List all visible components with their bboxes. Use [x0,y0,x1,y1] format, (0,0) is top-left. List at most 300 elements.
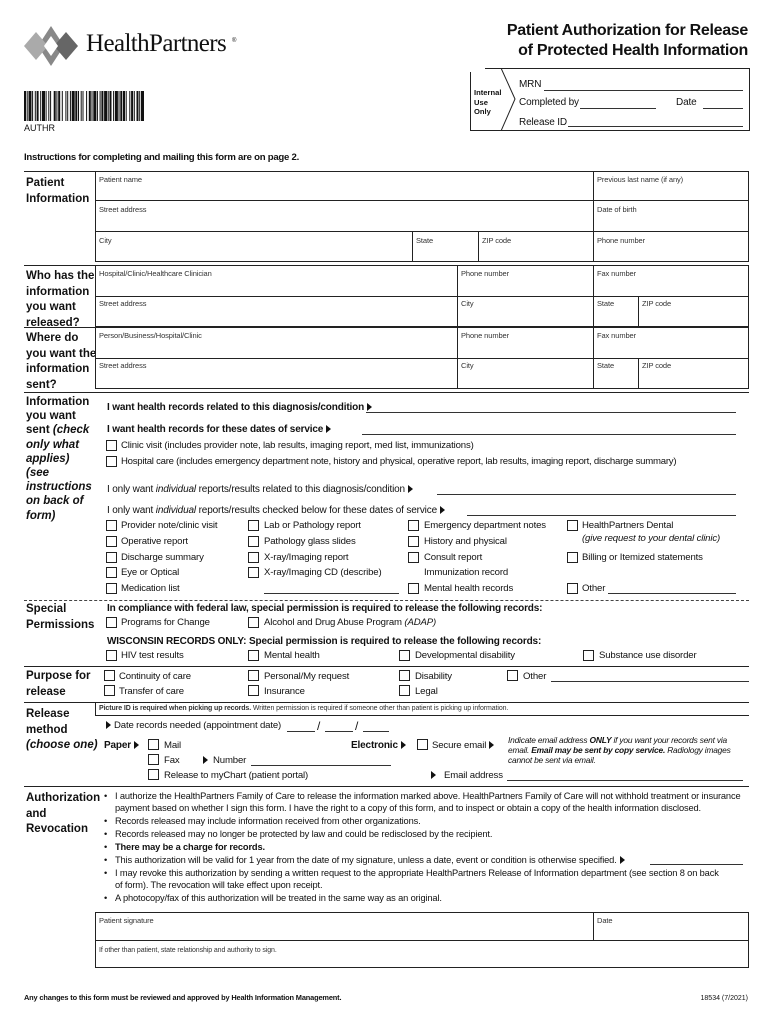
method-heading-l3: (choose one) [26,739,98,751]
eye-optical-label: Eye or Optical [121,567,180,578]
continuity-label: Continuity of care [119,671,191,682]
personal-request-checkbox[interactable] [248,670,259,681]
barcode-bar [75,91,77,121]
completed-by-field[interactable] [580,108,656,109]
footer-note: Any changes to this form must be reviewed and approved by Health Information Management. [24,993,342,1002]
barcode-bar [58,91,60,121]
info-heading-l1: Information [26,396,90,408]
provider-note-checkbox[interactable] [106,520,117,531]
barcode-bar [123,91,125,121]
barcode-bar [24,91,26,121]
federal-notice: In compliance with federal law, special permission is required to release the following records: [107,603,543,614]
instructions-note: Instructions for completing and mailing this form are on page 2. [24,152,300,163]
barcode-bar [126,91,127,121]
who-has-heading-l3: you want [26,301,76,313]
history-physical-label: History and physical [424,536,507,547]
info-heading-l6: (see [26,467,50,480]
info-heading-l9: form) [26,509,56,522]
where-col-c [638,358,639,389]
adap-label [264,617,436,628]
barcode-bar [70,91,71,121]
patient-col-line-a [593,171,594,262]
arrow-right-icon [489,741,494,749]
patient-grid [95,171,749,262]
consult-report-checkbox[interactable] [408,552,419,563]
expiration-field[interactable] [650,864,743,865]
purpose-heading-l1: Purpose for [26,670,91,682]
barcode-bar [29,91,32,121]
auth-text-7: A photocopy/fax of this authorization will be treated in the same way as an original. [115,893,442,903]
individual-dates-field[interactable] [467,515,736,516]
info-heading-check: (check [52,424,90,437]
mrn-field[interactable] [544,90,743,91]
barcode-bar [139,91,140,121]
internal-date-field[interactable] [703,108,743,109]
barcode-bar [104,91,107,121]
xray-cd-describe-field[interactable] [264,593,399,594]
barcode-bar [93,91,96,121]
auth-text-2: Records released may include information received from other organizations. [115,816,421,826]
previous-last-name-field[interactable]: Previous last name (if any) [597,175,684,184]
picture-id-note [99,705,508,712]
purpose-section-top [24,666,749,667]
mychart-label: Release to myChart (patient portal) [164,770,309,781]
where-heading-l1: Where do [26,332,79,344]
insurance-label: Insurance [264,686,305,697]
auth-heading-l2: and [26,807,47,820]
mental-health-records-checkbox[interactable] [408,583,419,594]
date-needed-month[interactable] [287,731,315,732]
individual-dates-label [107,505,445,516]
hospital-care-label: Hospital care (includes emergency department note, history and physical, operative report, lab results, imaging report, discharge summary) [121,456,677,467]
other-records-field[interactable] [608,593,736,594]
patient-city-field[interactable]: City [99,236,112,245]
pathology-slides-label: Pathology glass slides [264,536,356,547]
fax-number-text: Number [213,755,247,766]
diagnosis-field[interactable] [366,412,736,413]
method-heading-l2: method [26,723,68,736]
arrow-right-icon [106,721,111,729]
arrow-right-icon [326,425,331,433]
source-state-field[interactable]: State [597,299,615,308]
recipient-street-field[interactable]: Street address [99,361,147,370]
insurance-checkbox[interactable] [248,685,259,696]
individual-word: individual [155,484,196,495]
email-note-bold: Email may be sent by copy service. [531,745,666,755]
patient-street-field[interactable]: Street address [99,205,147,214]
info-section-top [24,392,749,393]
arrow-right-icon [620,856,625,864]
auth-bullet-5: • [104,855,108,865]
internal-label-l2: Use [474,97,488,107]
patient-heading [26,176,89,207]
patient-state-field[interactable]: State [416,236,434,245]
auth-bullet-7: • [104,893,108,903]
arrow-right-icon [431,771,436,779]
arrow-right-icon [440,506,445,514]
internal-use-divider [501,68,521,131]
email-note-end: Radiology images cannot be sent via email. [508,745,731,765]
individual-diagnosis-field[interactable] [437,494,736,495]
info-heading-l4: only what [26,438,80,451]
hiv-checkbox[interactable] [106,650,117,661]
date-needed-year[interactable] [363,731,389,732]
billing-checkbox[interactable] [567,552,578,563]
electronic-label [351,740,406,751]
auth-bullet-2: • [104,816,108,826]
special-heading-l2: Permissions [26,618,95,631]
barcode-bar [56,91,57,121]
barcode-bar [113,91,114,121]
medication-list-checkbox[interactable] [106,583,117,594]
mental-health-records-label: Mental health records [424,583,514,594]
diagnosis-label-text: I want health records related to this diagnosis/condition [107,402,365,413]
patient-signature-field[interactable]: Patient signature [99,916,154,925]
where-col-b [593,327,594,389]
disability-checkbox[interactable] [399,670,410,681]
barcode-bar [120,91,122,121]
email-note [508,735,748,765]
provider-note-label: Provider note/clinic visit [121,520,218,531]
date-slash-1: / [317,719,321,733]
auth-bullet-6: • [104,868,108,878]
who-has-heading-l1: Who has the [26,270,95,282]
barcode-bar [115,91,118,121]
clinic-visit-label: Clinic visit (includes provider note, lab results, imaging report, med list, immunizations) [121,440,474,451]
auth-text-1a: I authorize the HealthPartners Family of Care to release the information marked above. HealthPartners Family of Care will not withhold treatment or insurance [115,791,741,801]
continuity-checkbox[interactable] [104,670,115,681]
email-note-pre: Indicate email address [508,735,590,745]
arrow-right-icon [408,485,413,493]
barcode-bar [35,91,36,121]
barcode-bar [81,91,82,121]
recipient-zip-field[interactable]: ZIP code [642,361,672,370]
recipient-phone-field[interactable]: Phone number [461,331,510,340]
barcode-bar [108,91,109,121]
email-note-only: ONLY [589,735,612,745]
recipient-state-field[interactable]: State [597,361,615,370]
barcode-bar [134,91,135,121]
programs-for-change-label: Programs for Change [121,617,210,628]
mail-checkbox[interactable] [148,739,159,750]
other-records-label: Other [582,583,606,594]
xray-cd-checkbox[interactable] [248,567,259,578]
barcode-bar [54,91,56,121]
form-number: 18534 (7/2021) [700,995,748,1002]
adap-label-italic: (ADAP) [404,617,437,628]
barcode-bar [131,91,133,121]
individual-word: individual [155,505,196,516]
special-heading [26,602,94,633]
lab-pathology-label: Lab or Pathology report [264,520,361,531]
purpose-other-checkbox[interactable] [507,670,518,681]
arrow-right-icon [203,756,208,764]
eye-optical-checkbox[interactable] [106,567,117,578]
transfer-checkbox[interactable] [104,685,115,696]
developmental-label: Developmental disability [415,650,515,661]
fax-number-field[interactable] [251,765,391,766]
info-heading-sent: sent [26,424,50,437]
dental-checkbox[interactable] [567,520,578,531]
release-id-label: Release ID [519,117,567,128]
auth-bullet-4: • [104,842,108,852]
patient-col-line-c [478,231,479,262]
patient-heading-l2: Information [26,192,90,205]
auth-text-6a: I may revoke this authorization by sending a written request to the appropriate HealthPartners Release of Information department (see section 8 on back [115,868,719,878]
info-heading-l2: you want [26,410,76,423]
pathology-slides-checkbox[interactable] [248,536,259,547]
source-clinician-field[interactable]: Hospital/Clinic/Healthcare Clinician [99,269,212,278]
internal-use-label [474,88,501,117]
barcode-bar [100,91,101,121]
barcode-bar [110,91,112,121]
individual-dates-post: reports/results checked below for these dates of service [195,505,438,516]
source-street-field[interactable]: Street address [99,299,147,308]
auth-text-5-span: This authorization will be valid for 1 year from the date of my signature, unless a date, event or condition is otherwise specified. [115,855,617,865]
where-col-a [457,327,458,389]
mychart-checkbox[interactable] [148,769,159,780]
logo-registered-mark: ® [232,38,237,44]
internal-label-l1: Internal [474,88,502,97]
recipient-fax-field[interactable]: Fax number [597,331,637,340]
secure-email-checkbox[interactable] [417,739,428,750]
mrn-label: MRN [519,79,542,90]
source-zip-field[interactable]: ZIP code [642,299,672,308]
who-has-heading [26,269,94,331]
substance-use-checkbox[interactable] [583,650,594,661]
patient-col-line-b [412,231,413,262]
individual-diagnosis-label [107,484,413,495]
individual-pre: I only want [107,484,156,495]
programs-for-change-checkbox[interactable] [106,617,117,628]
medication-list-label: Medication list [121,583,180,594]
purpose-other-label: Other [523,671,547,682]
who-has-col-c [638,296,639,327]
wi-mental-health-label: Mental health [264,650,320,661]
barcode-bar [101,91,103,121]
date-needed-day[interactable] [325,731,353,732]
patient-row-line-2 [95,231,749,232]
who-has-heading-l4: released? [26,316,80,329]
source-fax-field[interactable]: Fax number [597,269,637,278]
wi-mental-health-checkbox[interactable] [248,650,259,661]
barcode-bar [46,91,47,121]
barcode-bar [65,91,66,121]
source-city-field[interactable]: City [461,299,474,308]
personal-request-label: Personal/My request [264,671,350,682]
where-row-line [95,358,749,359]
email-address-text: Email address [444,770,503,781]
emergency-notes-label: Emergency department notes [424,520,546,531]
where-heading [26,331,96,393]
signature-row-line [95,940,749,941]
barcode-bar [119,91,120,121]
purpose-heading [26,669,91,700]
dental-note: (give request to your dental clinic) [582,533,721,544]
transfer-label: Transfer of care [119,686,184,697]
who-has-col-b [593,265,594,327]
xray-cd-label: X-ray/Imaging CD (describe) [264,567,382,578]
who-has-heading-l2: information [26,285,90,298]
patient-zip-field[interactable]: ZIP code [482,236,512,245]
auth-text-1b: payment based on whether I sign this form. I have the right to a copy of this form, and to inspect or obtain a copy of the health information disclosed. [115,803,701,813]
dates-field[interactable] [362,434,736,435]
barcode-bar [62,91,63,121]
barcode-bar [37,91,39,121]
individual-pre: I only want [107,505,156,516]
billing-label: Billing or Itemized statements [582,552,703,563]
picture-id-rest: Written permission is required if someone other than patient is picking up information. [251,705,509,712]
discharge-summary-checkbox[interactable] [106,552,117,563]
auth-text-5 [115,854,625,866]
barcode [24,91,164,121]
operative-report-label: Operative report [121,536,188,547]
recipient-city-field[interactable]: City [461,361,474,370]
barcode-bar [86,91,87,121]
release-id-field[interactable] [568,126,743,127]
barcode-bar [50,91,51,121]
email-note-mid: if you want your records sent via email. [508,735,727,755]
adap-checkbox[interactable] [248,617,259,628]
barcode-bar [42,91,45,121]
dental-label: HealthPartners Dental [582,520,674,531]
form-title-line1: Patient Authorization for Release [506,22,748,39]
xray-report-checkbox[interactable] [248,552,259,563]
xray-report-label: X-ray/Imaging report [264,552,349,563]
info-heading-l7: instructions [26,481,92,494]
special-heading-l1: Special [26,603,67,615]
barcode-bar [48,91,49,121]
barcode-bar [27,91,28,121]
clinic-visit-checkbox[interactable] [106,440,117,451]
auth-section-top [24,786,749,787]
who-has-row-line [95,296,749,297]
date-of-birth-field[interactable]: Date of birth [597,205,637,214]
auth-heading-l3: Revocation [26,823,88,835]
info-heading-l8: on back of [26,495,84,508]
lab-pathology-checkbox[interactable] [248,520,259,531]
diagnosis-label [107,402,372,413]
consult-report-label: Consult report [424,552,483,563]
special-section-top [24,600,749,601]
paper-text: Paper [104,740,132,751]
adap-label-text: Alcohol and Drug Abuse Program [264,617,405,628]
immunization-record-label: Immunization record [424,567,509,578]
barcode-bar [92,91,93,121]
other-records-checkbox[interactable] [567,583,578,594]
barcode-bar [141,91,144,121]
barcode-bar [89,91,91,121]
info-heading [26,395,92,523]
internal-date-label: Date [676,97,697,108]
internal-use-corner-mask [469,60,485,72]
barcode-bar [83,91,84,121]
legal-checkbox[interactable] [399,685,410,696]
developmental-checkbox[interactable] [399,650,410,661]
who-has-col-a [457,265,458,327]
form-code: AUTHR [24,123,55,133]
discharge-summary-label: Discharge summary [121,552,204,563]
completed-by-label: Completed by [519,97,579,108]
auth-heading [26,791,100,838]
patient-name-field[interactable]: Patient name [99,175,142,184]
email-address-field[interactable] [507,780,743,781]
history-physical-checkbox[interactable] [408,536,419,547]
barcode-bar [129,91,130,121]
arrow-right-icon [401,741,406,749]
disability-label: Disability [415,671,452,682]
hiv-label: HIV test results [121,650,184,661]
barcode-bar [67,91,68,121]
fax-checkbox[interactable] [148,754,159,765]
where-heading-l4: sent? [26,378,57,391]
logo-diamond-icon [20,22,82,70]
barcode-bar [72,91,75,121]
mail-label: Mail [164,740,181,751]
emergency-notes-checkbox[interactable] [408,520,419,531]
arrow-right-icon [367,403,372,411]
substance-use-label: Substance use disorder [599,650,697,661]
hospital-care-checkbox[interactable] [106,456,117,467]
barcode-bar [97,91,98,121]
healthpartners-logo [20,22,242,70]
individual-diag-post: reports/results related to this diagnosis/condition [195,484,405,495]
signature-date-field[interactable]: Date [597,916,613,925]
form-title-line2: of Protected Health Information [518,42,748,59]
where-heading-l3: information [26,363,90,375]
picture-id-bold: Picture ID is required when picking up records. [99,705,252,712]
barcode-bar [40,91,41,121]
patient-heading-l1: Patient [26,177,65,189]
relationship-authority-field[interactable]: If other than patient, state relationship and authority to sign. [99,947,277,954]
electronic-text: Electronic [351,740,398,751]
auth-text-4: There may be a charge for records. [115,842,265,852]
patient-phone-field[interactable]: Phone number [597,236,646,245]
dates-label [107,424,331,435]
barcode-bar [78,91,79,121]
purpose-other-field[interactable] [551,681,749,682]
recipient-name-field[interactable]: Person/Business/Hospital/Clinic [99,331,202,340]
operative-report-checkbox[interactable] [106,536,117,547]
purpose-heading-l2: release [26,685,66,698]
source-phone-field[interactable]: Phone number [461,269,510,278]
date-needed-text: Date records needed (appointment date) [114,720,282,731]
where-heading-l2: you want the [26,347,97,360]
secure-email-label [432,740,494,751]
secure-email-text: Secure email [432,740,487,751]
auth-heading-l1: Authorization [26,792,101,804]
dates-label-text: I want health records for these dates of service [107,424,324,435]
info-heading-l5: applies) [26,452,70,465]
arrow-right-icon [134,741,139,749]
patient-row-line-1 [95,200,749,201]
logo-wordmark: HealthPartners [86,30,227,57]
legal-label: Legal [415,686,438,697]
fax-number-label [203,755,246,766]
signature-col-line [593,912,594,940]
internal-label-l3: Only [474,107,491,117]
info-heading-l3 [26,423,92,437]
barcode-bar [32,91,33,121]
wisconsin-notice: WISCONSIN RECORDS ONLY: Special permission is required to release the following records: [107,636,542,647]
method-heading [26,707,98,754]
date-slash-2: / [355,719,359,733]
barcode-bar [137,91,139,121]
fax-label: Fax [164,755,180,766]
email-address-label [431,770,503,781]
auth-text-6b: of form). The revocation will take effect upon receipt. [115,880,323,890]
paper-label [104,740,139,751]
